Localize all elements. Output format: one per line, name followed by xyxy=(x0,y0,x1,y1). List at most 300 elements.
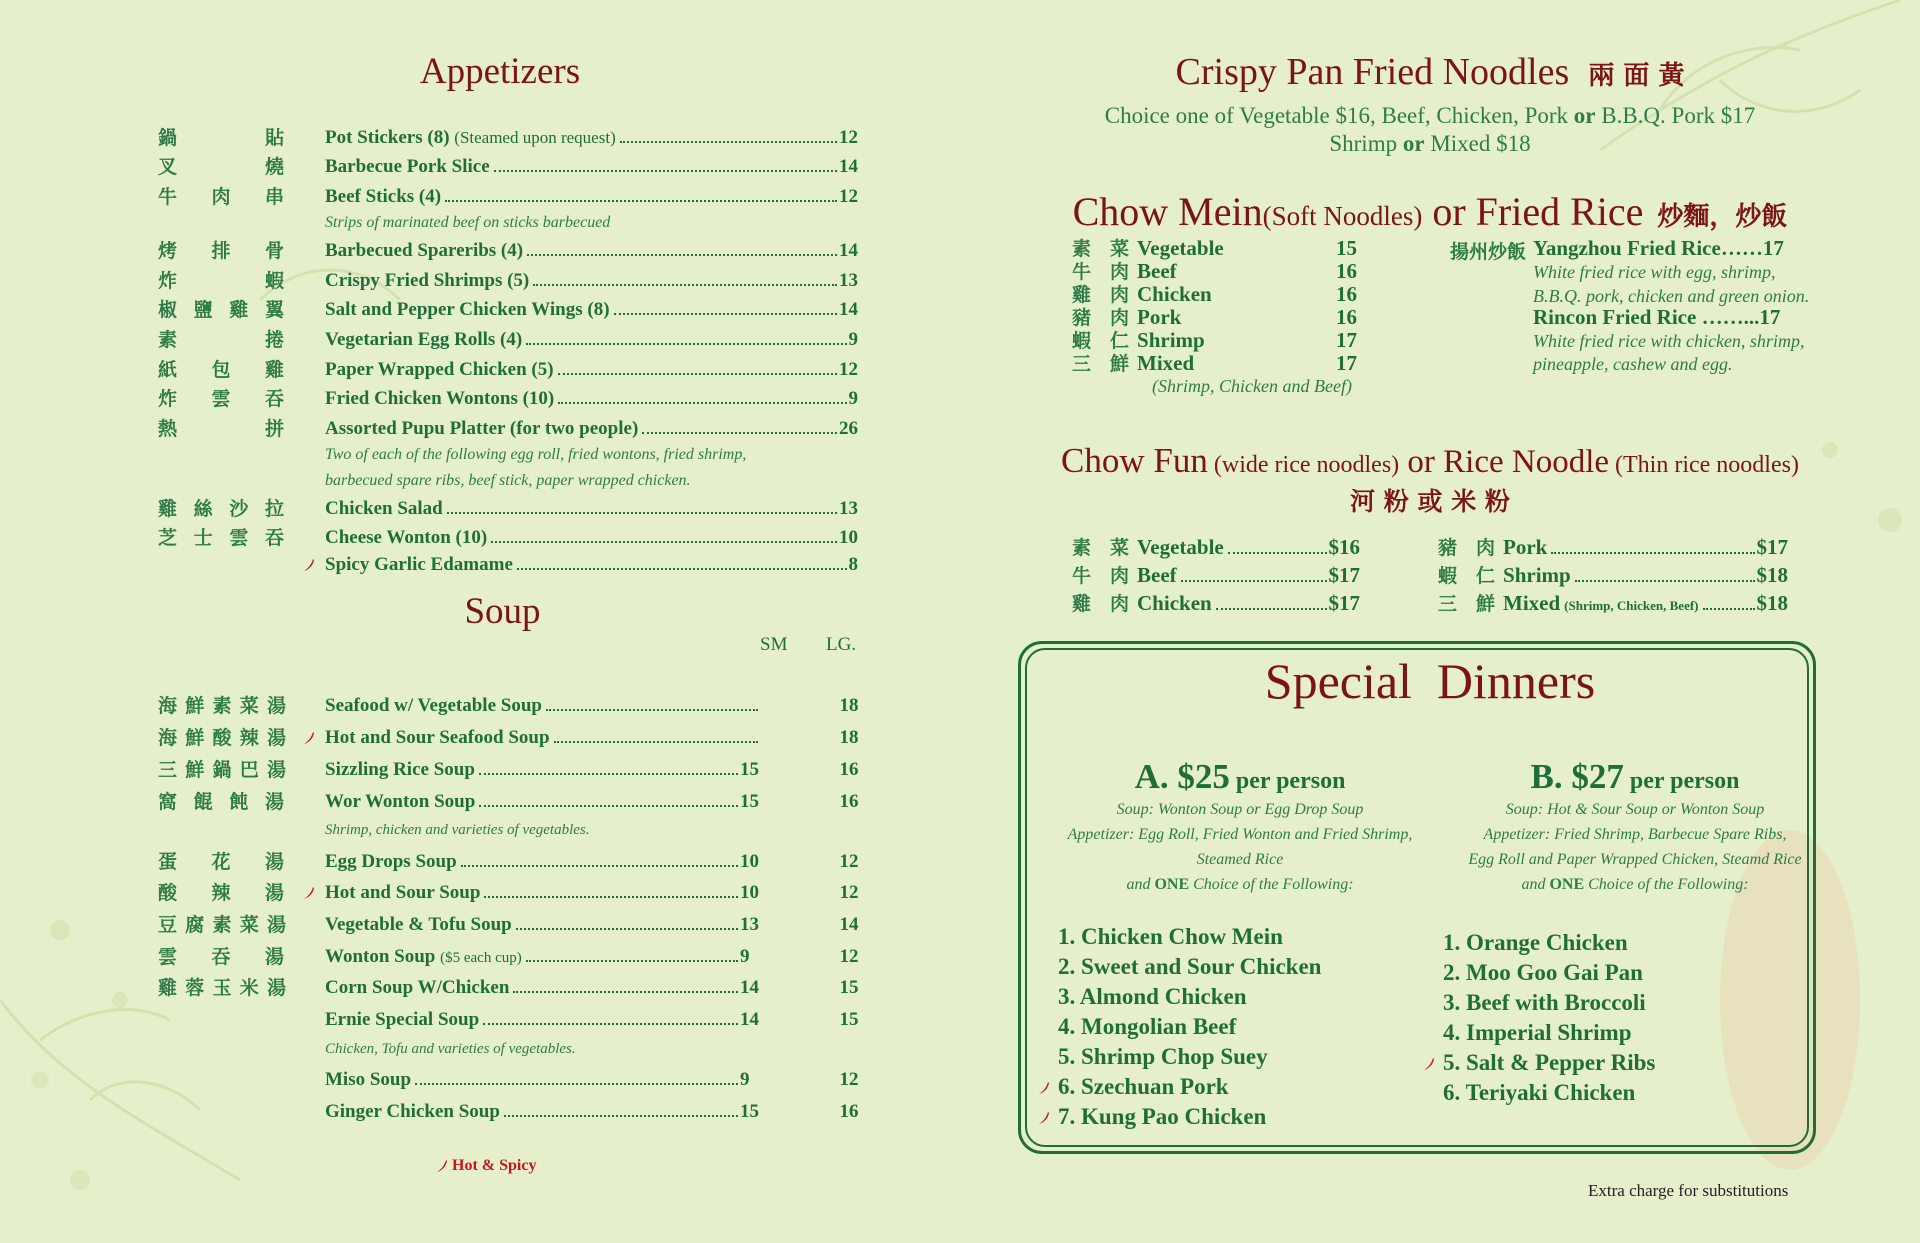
chinese-char: 素 xyxy=(212,914,232,936)
chinese-char: 湯 xyxy=(266,977,286,999)
soup-small-price: 13 xyxy=(740,914,759,935)
item-name: Wonton Soup ($5 each cup) xyxy=(325,946,522,967)
soup-item xyxy=(325,725,760,751)
soup-small-price: 15 xyxy=(740,759,759,780)
chinese-name xyxy=(158,944,284,970)
item-name: Pork xyxy=(1137,305,1182,329)
leader-dots xyxy=(461,865,738,867)
chinese-char: 吞 xyxy=(264,388,284,410)
chinese-char: 湯 xyxy=(266,727,286,749)
chinese-char: 花 xyxy=(211,851,231,873)
item-description: Shrimp, chicken and varieties of vegetables. xyxy=(325,822,590,838)
soup-large-price: 18 xyxy=(839,727,859,748)
chili-pepper-icon xyxy=(303,886,315,900)
yangzhou-desc-2: B.B.Q. pork, chicken and green onion. xyxy=(1533,286,1810,306)
chinese-char: 芝 xyxy=(158,527,178,549)
chili-pepper-icon xyxy=(436,1159,448,1173)
yangzhou-fried-rice xyxy=(1533,236,1784,261)
dinner-choice-item: 2. Moo Goo Gai Pan xyxy=(1443,960,1643,985)
dinner-description-line: Egg Roll and Paper Wrapped Chicken, Steamd Rice xyxy=(1468,851,1802,868)
item-price: $16 xyxy=(1328,535,1360,559)
chow-fun-item xyxy=(1438,592,1788,614)
item-name: Beef Sticks (4) xyxy=(325,186,442,207)
item-name: Barbecued Spareribs (4) xyxy=(325,240,524,261)
crispy-noodles-heading xyxy=(1020,50,1840,94)
dinner-b-price: B. $27 xyxy=(1530,757,1624,796)
soup-large-price: 16 xyxy=(839,791,859,812)
soup-small-price: 10 xyxy=(740,851,759,872)
chinese-char: 炸 xyxy=(158,388,178,410)
chinese-name xyxy=(158,975,286,1001)
soup-small-price: 9 xyxy=(740,1069,750,1090)
chinese-char: 雞 xyxy=(264,359,284,381)
dinner-choice-item: 3. Beef with Broccoli xyxy=(1443,990,1646,1015)
soup-item xyxy=(325,880,760,906)
item-price: 9 xyxy=(848,388,858,409)
chinese-char: 雲 xyxy=(158,946,178,968)
item-price: $17 xyxy=(1756,535,1788,559)
chinese-char: 蓉 xyxy=(185,977,205,999)
chow-mein-title: Chow Mein xyxy=(1072,189,1263,234)
rincon-desc-2: pineapple, cashew and egg. xyxy=(1533,354,1733,374)
chinese-char: 鍋 xyxy=(212,759,232,781)
dinner-b-choices xyxy=(1443,928,1655,1108)
chinese-char: 飩 xyxy=(229,791,249,813)
dinner-b-header xyxy=(1435,757,1835,797)
chow-mein-title-zh: 炒麵，炒飯 xyxy=(1657,202,1788,232)
chinese-char: 雞 xyxy=(158,977,178,999)
soup-sm-header: SM xyxy=(760,634,788,655)
dinner-description-line: Steamed Rice xyxy=(1196,851,1284,868)
chinese-char: 湯 xyxy=(264,946,284,968)
dinner-b-description xyxy=(1435,797,1835,897)
choice-one: ONE xyxy=(1549,876,1585,893)
chinese-char: 串 xyxy=(264,186,284,208)
rincon-price: 17 xyxy=(1759,305,1781,329)
chinese-char: 湯 xyxy=(264,791,284,813)
chinese-char: 米 xyxy=(239,977,259,999)
chinese-char: 菜 xyxy=(239,914,259,936)
item-name: Miso Soup xyxy=(325,1069,412,1090)
chinese-char: 排 xyxy=(211,240,231,262)
soup-large-price: 16 xyxy=(839,759,859,780)
chinese-char: 沙 xyxy=(229,498,249,520)
chinese-name xyxy=(158,693,286,719)
leader-dots xyxy=(1181,580,1327,582)
dinner-choice-item: 4. Mongolian Beef xyxy=(1058,1014,1237,1039)
item-name: Barbecue Pork Slice xyxy=(325,156,490,177)
soup-lg-header: LG. xyxy=(826,634,857,655)
chow-fun-item xyxy=(1072,536,1360,558)
dinner-description-line: Appetizer: Fried Shrimp, Barbecue Spare Ribs, xyxy=(1483,826,1787,843)
chinese-char: 貼 xyxy=(264,127,284,149)
dinner-a-description xyxy=(1040,797,1440,897)
chinese-char: 鮮 xyxy=(185,759,205,781)
item-name: Hot and Sour Soup xyxy=(325,882,481,903)
dinner-choice-item: 7. Kung Pao Chicken xyxy=(1058,1102,1321,1132)
leader-dots xyxy=(1551,552,1754,554)
chow-mein-heading xyxy=(1020,188,1840,235)
chinese-name: 雞 肉 xyxy=(1072,284,1130,306)
chinese-char: 三 xyxy=(158,759,178,781)
soup-item xyxy=(325,789,760,815)
soup-large-price: 12 xyxy=(839,1069,859,1090)
chinese-char: 雞 xyxy=(229,299,249,321)
chinese-char: 酸 xyxy=(158,882,178,904)
chili-pepper-icon xyxy=(1423,1057,1435,1071)
dinner-a-price: A. $25 xyxy=(1134,757,1230,796)
chinese-name xyxy=(158,880,284,906)
chinese-char: 酸 xyxy=(212,727,232,749)
dinner-choice-item: 5. Shrimp Chop Suey xyxy=(1058,1044,1268,1069)
item-name: Mixed xyxy=(1137,351,1195,375)
item-name: Crispy Fried Shrimps (5) xyxy=(325,270,530,291)
chinese-char: 燒 xyxy=(264,156,284,178)
item-price: $18 xyxy=(1756,591,1788,615)
dinner-a-per-person: per person xyxy=(1229,768,1346,794)
soup-small-price: 14 xyxy=(740,977,759,998)
chow-mein-item xyxy=(1072,237,1224,259)
chinese-char: 鹽 xyxy=(193,299,213,321)
hot-spicy-legend xyxy=(436,1157,536,1175)
leader-dots xyxy=(484,896,738,898)
soup-list xyxy=(0,0,900,1200)
dinner-choice-item: 2. Sweet and Sour Chicken xyxy=(1058,954,1322,979)
item-name: Cheese Wonton (10) xyxy=(325,527,488,548)
special-dinners-title: Special Dinners xyxy=(1264,653,1596,709)
choice-one: ONE xyxy=(1154,876,1190,893)
chinese-char: 翼 xyxy=(264,299,284,321)
chinese-char: 鮮 xyxy=(185,727,205,749)
item-price: 16 xyxy=(1336,305,1357,329)
item-price: 16 xyxy=(1336,282,1357,306)
item-name: Vegetable xyxy=(1137,236,1224,260)
rice-noodle-subtitle: (Thin rice noodles) xyxy=(1609,452,1799,478)
chinese-name: 蝦 仁 xyxy=(1438,565,1496,587)
leader-dots xyxy=(516,928,738,930)
chow-fun-title-zh: 河 粉 或 米 粉 xyxy=(1350,487,1510,516)
leader-dots xyxy=(1228,552,1327,554)
item-price: $17 xyxy=(1328,591,1360,615)
soup-large-price: 12 xyxy=(839,851,859,872)
item-price: $18 xyxy=(1756,563,1788,587)
chinese-char: 湯 xyxy=(264,882,284,904)
item-name: Paper Wrapped Chicken (5) xyxy=(325,359,554,380)
chow-fun-subtitle: (wide rice noodles) xyxy=(1207,452,1400,478)
chinese-char: 腐 xyxy=(185,914,205,936)
chinese-name: 豬 肉 xyxy=(1072,307,1130,329)
item-name: Shrimp xyxy=(1503,563,1571,587)
chow-fun-heading xyxy=(990,441,1870,481)
dinner-choice-item: 1. Orange Chicken xyxy=(1443,930,1628,955)
item-price: 17 xyxy=(1336,328,1357,352)
item-name: Salt and Pepper Chicken Wings (8) xyxy=(325,299,610,320)
chow-fun-item xyxy=(1072,564,1360,586)
chili-pepper-icon xyxy=(1038,1081,1050,1095)
chinese-char: 窩 xyxy=(158,791,178,813)
soup-item xyxy=(325,1099,760,1125)
chow-mein-item xyxy=(1072,329,1205,351)
chinese-char: 拼 xyxy=(264,418,284,440)
chinese-char: 海 xyxy=(158,727,178,749)
chow-mein-item xyxy=(1072,283,1212,305)
chinese-char: 菜 xyxy=(239,695,259,717)
rincon-desc-1: White fried rice with chicken, shrimp, xyxy=(1533,331,1805,351)
chinese-char: 炸 xyxy=(158,270,178,292)
soup-small-price: 15 xyxy=(740,791,759,812)
item-name: Vegetable xyxy=(1137,535,1224,559)
crispy-line2-mixed: Mixed $18 xyxy=(1424,131,1531,156)
dinner-choice-item: 4. Imperial Shrimp xyxy=(1443,1020,1632,1045)
chinese-char: 烤 xyxy=(158,240,178,262)
dinner-a-choices xyxy=(1058,922,1321,1132)
item-inline-note: (Steamed upon request) xyxy=(454,128,616,147)
rincon-name: Rincon Fried Rice xyxy=(1533,305,1697,329)
item-name: Ginger Chicken Soup xyxy=(325,1101,500,1122)
chinese-char: 辣 xyxy=(239,727,259,749)
chinese-char: 辣 xyxy=(211,882,231,904)
item-price: 9 xyxy=(848,329,858,350)
dinner-choice-item: 1. Chicken Chow Mein xyxy=(1058,924,1283,949)
item-price: $17 xyxy=(1328,563,1360,587)
item-name: Vegetarian Egg Rolls (4) xyxy=(325,329,523,350)
item-name: Beef xyxy=(1137,259,1177,283)
chinese-char: 湯 xyxy=(266,759,286,781)
soup-item xyxy=(325,1007,760,1033)
dinner-choice-item: 6. Teriyaki Chicken xyxy=(1443,1080,1636,1105)
item-price: 14 xyxy=(839,240,858,261)
item-description: barbecued spare ribs, beef stick, paper wrapped chicken. xyxy=(325,472,691,489)
soup-large-price: 14 xyxy=(839,914,859,935)
choice-pre: and xyxy=(1126,876,1155,893)
chow-mein-item xyxy=(1072,306,1181,328)
chinese-char: 素 xyxy=(212,695,232,717)
item-price: 15 xyxy=(1336,236,1357,260)
soup-large-price: 12 xyxy=(839,946,859,967)
item-name: Pot Stickers (8) (Steamed upon request) xyxy=(325,127,616,148)
leader-dots xyxy=(554,741,758,743)
soup-item xyxy=(325,975,760,1001)
yangzhou-desc-1: White fried rice with egg, shrimp, xyxy=(1533,262,1776,282)
chinese-name xyxy=(158,849,284,875)
chinese-char: 蛋 xyxy=(158,851,178,873)
dinner-a-header xyxy=(1040,757,1440,797)
item-price: 10 xyxy=(839,527,858,548)
fried-rice-zh: 揚州炒飯 xyxy=(1450,241,1527,263)
item-name: Seafood w/ Vegetable Soup xyxy=(325,695,542,716)
soup-item xyxy=(325,944,760,971)
item-price: 13 xyxy=(839,498,858,519)
chow-fun-title: Chow Fun xyxy=(1061,441,1208,480)
chinese-char: 餛 xyxy=(193,791,213,813)
rice-noodle-title: or Rice Noodle xyxy=(1399,444,1610,480)
item-price: 12 xyxy=(839,359,858,380)
crispy-line1-or: or xyxy=(1573,103,1596,128)
crispy-noodles-price-line-1 xyxy=(1020,103,1840,129)
dinner-description-line: Soup: Wonton Soup or Egg Drop Soup xyxy=(1116,801,1364,818)
chow-mein-subtitle: (Soft Noodles) xyxy=(1262,201,1423,231)
yangzhou-name: Yangzhou Fried Rice xyxy=(1533,236,1721,260)
dinner-b-per-person: per person xyxy=(1623,768,1740,794)
item-price: 14 xyxy=(839,299,858,320)
chinese-char: 牛 xyxy=(158,186,178,208)
chinese-name xyxy=(158,912,286,938)
leader-dots xyxy=(1216,608,1327,610)
item-name: Corn Soup W/Chicken xyxy=(325,977,510,998)
chinese-name: 三 鮮 xyxy=(1438,593,1496,615)
crispy-line2-text: Shrimp xyxy=(1329,131,1403,156)
item-price: 12 xyxy=(839,127,858,148)
appetizers-title: Appetizers xyxy=(419,51,581,92)
soup-large-price: 16 xyxy=(839,1101,859,1122)
item-name: Chicken xyxy=(1137,591,1212,615)
chinese-char: 絲 xyxy=(193,498,213,520)
chinese-char: 湯 xyxy=(266,914,286,936)
item-price: 26 xyxy=(839,418,858,439)
leader-dots xyxy=(479,773,738,775)
leader-dots xyxy=(1575,580,1755,582)
soup-large-price: 12 xyxy=(839,882,859,903)
crispy-noodles-title: Crispy Pan Fried Noodles xyxy=(1175,51,1570,93)
leader-dots xyxy=(513,991,738,993)
chinese-char: 熱 xyxy=(158,418,178,440)
chinese-char: 玉 xyxy=(212,977,232,999)
chinese-char: 捲 xyxy=(264,329,284,351)
chinese-char: 湯 xyxy=(264,851,284,873)
item-name: Beef xyxy=(1137,563,1177,587)
chinese-char: 豆 xyxy=(158,914,178,936)
soup-small-price: 9 xyxy=(740,946,750,967)
dinner-choice-line xyxy=(1435,872,1835,897)
chinese-char: 骨 xyxy=(264,240,284,262)
leader-dots xyxy=(546,709,758,711)
dinner-choice-item: 6. Szechuan Pork xyxy=(1058,1072,1321,1102)
chinese-char: 肉 xyxy=(211,186,231,208)
chinese-char: 鍋 xyxy=(158,127,178,149)
item-description: Chicken, Tofu and varieties of vegetables. xyxy=(325,1041,576,1057)
crispy-noodles-title-zh: 兩 面 黃 xyxy=(1588,61,1685,91)
soup-small-price: 10 xyxy=(740,882,759,903)
chinese-name: 三 鮮 xyxy=(1072,353,1130,375)
item-name: Chicken Salad xyxy=(325,498,443,519)
chinese-char: 包 xyxy=(211,359,231,381)
chinese-char: 海 xyxy=(158,695,178,717)
chinese-char: 湯 xyxy=(266,695,286,717)
chinese-name: 牛 肉 xyxy=(1072,261,1130,283)
item-description: Two of each of the following egg roll, fried wontons, fried shrimp, xyxy=(325,446,747,463)
soup-small-price: 15 xyxy=(740,1101,759,1122)
chinese-name: 素 菜 xyxy=(1072,238,1130,260)
dinner-choice-item: 3. Almond Chicken xyxy=(1058,984,1247,1009)
chinese-name: 豬 肉 xyxy=(1438,537,1496,559)
item-name: Fried Chicken Wontons (10) xyxy=(325,388,555,409)
item-price: 8 xyxy=(848,554,858,575)
hot-spicy-label: Hot & Spicy xyxy=(452,1157,537,1174)
soup-title: Soup xyxy=(464,591,541,632)
soup-item xyxy=(325,693,760,719)
item-description: Strips of marinated beef on sticks barbecued xyxy=(325,214,611,231)
chinese-name: 雞 肉 xyxy=(1072,593,1130,615)
choice-post: Choice of the Following: xyxy=(1584,876,1749,893)
chinese-char: 紙 xyxy=(158,359,178,381)
crispy-line2-or: or xyxy=(1402,131,1425,156)
leader-dots xyxy=(479,805,738,807)
item-name: Pork xyxy=(1503,535,1548,559)
item-name: Ernie Special Soup xyxy=(325,1009,480,1030)
soup-item xyxy=(325,912,760,938)
chow-mein-mixed-note: (Shrimp, Chicken and Beef) xyxy=(1152,376,1352,396)
chili-pepper-icon xyxy=(303,731,315,745)
item-price: 13 xyxy=(839,270,858,291)
dinner-choice-line xyxy=(1040,872,1440,897)
soup-large-price: 18 xyxy=(839,695,859,716)
soup-large-price: 15 xyxy=(839,977,859,998)
dinner-description-line: Soup: Hot & Sour Soup or Wonton Soup xyxy=(1505,801,1765,818)
choice-post: Choice of the Following: xyxy=(1189,876,1354,893)
chow-fun-item xyxy=(1072,592,1360,614)
chinese-char: 雞 xyxy=(158,498,178,520)
item-price: 14 xyxy=(839,156,858,177)
item-price: 12 xyxy=(839,186,858,207)
chinese-char: 蝦 xyxy=(264,270,284,292)
chinese-char: 叉 xyxy=(158,156,178,178)
soup-large-price: 15 xyxy=(839,1009,859,1030)
chow-mein-item xyxy=(1072,260,1177,282)
chinese-char: 雲 xyxy=(211,388,231,410)
chinese-name xyxy=(158,789,284,815)
chinese-name xyxy=(158,725,286,751)
chinese-char: 素 xyxy=(158,329,178,351)
yangzhou-dots: …… xyxy=(1720,236,1763,260)
item-price: 16 xyxy=(1336,259,1357,283)
chinese-char: 椒 xyxy=(158,299,178,321)
chinese-char: 吞 xyxy=(211,946,231,968)
dinner-choice-item: 5. Salt & Pepper Ribs xyxy=(1443,1048,1655,1078)
crispy-noodles-price-line-2 xyxy=(1020,131,1840,157)
item-name: Assorted Pupu Platter (for two people) xyxy=(325,418,639,439)
crispy-line1-bbq: B.B.Q. Pork $17 xyxy=(1595,103,1756,128)
crispy-line1-text: Choice one of Vegetable $16, Beef, Chicken, Pork xyxy=(1104,103,1574,128)
fried-rice-title: or Fried Rice xyxy=(1422,189,1644,234)
choice-pre: and xyxy=(1521,876,1550,893)
item-name: Wor Wonton Soup xyxy=(325,791,476,812)
leader-dots xyxy=(483,1023,738,1025)
soup-small-price: 14 xyxy=(740,1009,759,1030)
item-name: Chicken xyxy=(1137,282,1212,306)
item-name: Sizzling Rice Soup xyxy=(325,759,475,780)
item-name: Vegetable & Tofu Soup xyxy=(325,914,512,935)
dinner-description-line: Appetizer: Egg Roll, Fried Wonton and Fried Shrimp, xyxy=(1067,826,1413,843)
chili-pepper-icon xyxy=(1038,1111,1050,1125)
chow-fun-item xyxy=(1438,536,1788,558)
leader-dots xyxy=(526,960,738,962)
soup-item xyxy=(325,849,760,875)
item-price: 17 xyxy=(1336,351,1357,375)
item-name: Egg Drops Soup xyxy=(325,851,457,872)
chinese-char: 鮮 xyxy=(185,695,205,717)
item-inline-note: (Shrimp, Chicken, Beef) xyxy=(1564,598,1699,613)
item-name: Mixed xyxy=(1503,591,1561,615)
chow-mein-item xyxy=(1072,352,1194,374)
chow-fun-item xyxy=(1438,564,1788,586)
substitution-note: Extra charge for substitutions xyxy=(1588,1181,1789,1200)
chinese-char: 士 xyxy=(193,527,213,549)
chinese-char: 吞 xyxy=(264,527,284,549)
yangzhou-price: 17 xyxy=(1762,236,1784,260)
rincon-fried-rice xyxy=(1533,305,1780,330)
item-name: Spicy Garlic Edamame xyxy=(325,554,513,575)
chinese-char: 拉 xyxy=(264,498,284,520)
